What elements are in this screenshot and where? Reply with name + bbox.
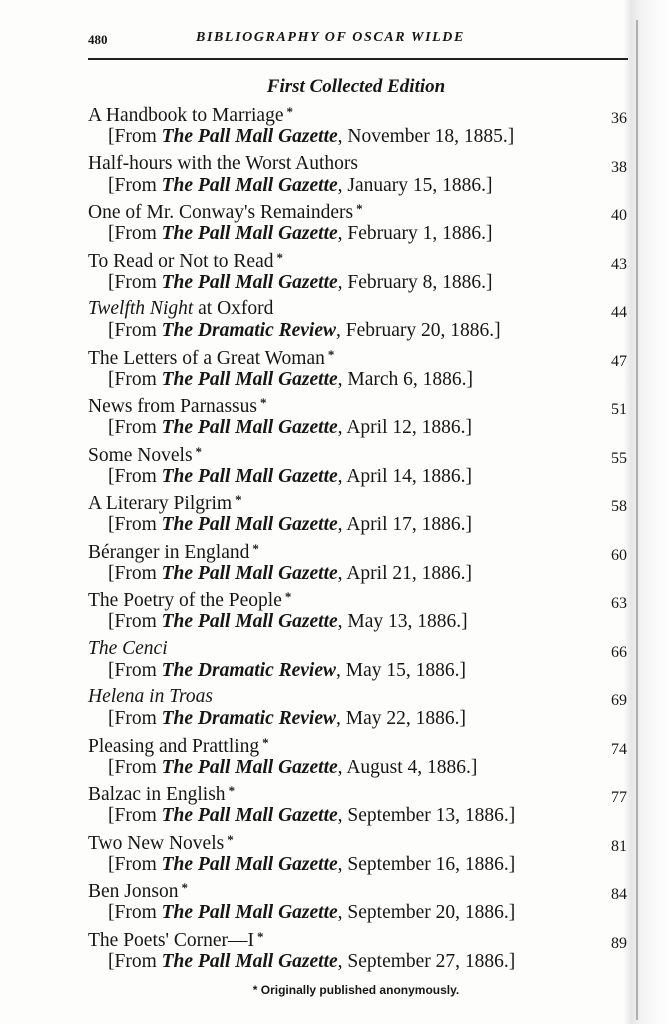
entry-source (108, 757, 477, 779)
entry-title (88, 298, 273, 320)
periodical-name: The Pall Mall Gazette (161, 562, 338, 584)
source-open: [From (108, 465, 162, 487)
source-open: [From (108, 902, 162, 923)
periodical-name: The Pall Mall Gazette (161, 126, 338, 147)
entry-source (108, 514, 472, 536)
footnote: * Originally published anonymously. (252, 983, 460, 997)
anonymous-marker: * (195, 443, 203, 459)
periodical-name: The Pall Mall Gazette (161, 853, 338, 875)
entry-page-number: 66 (611, 643, 627, 661)
entry-title (88, 541, 259, 564)
list-item (88, 395, 633, 444)
header-rule (88, 58, 628, 60)
entry-page-number: 77 (611, 789, 627, 806)
publication-date: , September 16, 1886.] (337, 853, 516, 875)
anonymous-marker: * (286, 104, 293, 119)
list-item (88, 589, 633, 638)
anonymous-marker: * (181, 880, 188, 895)
entry-title-roman: at Oxford (193, 298, 274, 319)
entry-title (88, 201, 363, 224)
entry-title (88, 444, 202, 467)
list-item (88, 492, 633, 541)
periodical-name: The Pall Mall Gazette (161, 417, 338, 438)
list-item (88, 541, 633, 590)
source-open: [From (108, 174, 162, 196)
entry-source (108, 951, 515, 973)
list-item (88, 735, 633, 784)
anonymous-marker: * (256, 928, 264, 944)
periodical-name: The Pall Mall Gazette (161, 611, 338, 632)
section-title: First Collected Edition (266, 76, 446, 97)
entry-page-number: 40 (611, 207, 627, 224)
entry-title (88, 783, 235, 806)
list-item (88, 347, 633, 396)
entry-title (88, 589, 291, 612)
anonymous-marker: * (259, 395, 267, 410)
entry-title-text: The Cenci (88, 637, 168, 659)
entry-title-text: News from Parnassus (88, 396, 257, 417)
entry-source (108, 320, 501, 342)
source-open: [From (108, 562, 162, 584)
publication-date: , November 18, 1885.] (337, 126, 515, 147)
periodical-name: The Pall Mall Gazette (161, 465, 338, 487)
entry-page-number: 60 (611, 546, 627, 564)
source-open: [From (108, 659, 162, 681)
publication-date: , March 6, 1886.] (337, 368, 474, 390)
source-open: [From (108, 708, 162, 729)
entry-title (88, 686, 213, 708)
publication-date: , May 13, 1886.] (337, 611, 468, 632)
anonymous-marker: * (284, 589, 292, 604)
list-item (88, 298, 633, 347)
publication-date: , September 20, 1886.] (337, 902, 516, 923)
anonymous-marker: * (262, 734, 269, 750)
entry-list (88, 104, 633, 977)
source-open: [From (108, 417, 162, 438)
entry-title-text: Some Novels (88, 444, 193, 466)
entry-page-number: 47 (611, 352, 627, 370)
publication-date: , April 14, 1886.] (337, 465, 472, 487)
publication-date: , April 12, 1886.] (337, 417, 472, 438)
entry-title (88, 929, 263, 952)
running-header (88, 30, 628, 54)
entry-title-text: A Handbook to Marriage (88, 105, 284, 126)
entry-title-italic: Twelfth Night (88, 298, 194, 319)
entry-page-number: 63 (611, 595, 627, 612)
list-item (88, 880, 633, 929)
periodical-name: The Pall Mall Gazette (161, 223, 338, 244)
list-item (88, 250, 633, 299)
list-item (88, 929, 633, 978)
list-item (88, 832, 633, 881)
entry-source (108, 175, 493, 197)
list-item (88, 201, 633, 250)
entry-title-text: One of Mr. Conway's Remainders (88, 202, 354, 223)
anonymous-marker: * (276, 249, 283, 265)
entry-title (88, 638, 168, 660)
publication-date: , April 21, 1886.] (337, 562, 472, 584)
source-open: [From (108, 950, 162, 972)
periodical-name: The Dramatic Review (161, 708, 337, 729)
source-open: [From (108, 611, 162, 632)
publication-date: , May 22, 1886.] (336, 708, 467, 729)
entry-title (88, 153, 358, 175)
entry-source (108, 223, 493, 245)
list-item (88, 638, 633, 687)
entry-page-number: 69 (611, 692, 627, 709)
periodical-name: The Pall Mall Gazette (161, 271, 338, 293)
list-item (88, 444, 633, 493)
source-open: [From (108, 368, 162, 390)
entry-page-number: 51 (611, 401, 627, 418)
periodical-name: The Dramatic Review (161, 659, 337, 681)
periodical-name: The Pall Mall Gazette (161, 805, 338, 826)
list-item (88, 153, 633, 202)
entry-title (88, 492, 242, 515)
entry-page-number: 74 (611, 740, 627, 758)
anonymous-marker: * (235, 492, 242, 507)
entry-page-number: 84 (611, 886, 627, 903)
entry-title (88, 395, 266, 418)
entry-source (108, 708, 466, 730)
periodical-name: The Pall Mall Gazette (161, 902, 338, 923)
periodical-name: The Pall Mall Gazette (161, 950, 338, 972)
entry-page-number: 81 (611, 837, 627, 855)
entry-page-number: 44 (611, 304, 627, 321)
entry-title-text: To Read or Not to Read (88, 250, 274, 272)
entry-title (88, 832, 234, 855)
entry-source (108, 417, 472, 439)
periodical-name: The Pall Mall Gazette (161, 174, 338, 196)
entry-source (108, 805, 515, 827)
publication-date: , August 4, 1886.] (337, 756, 478, 778)
entry-source (108, 126, 514, 148)
entry-title (88, 250, 283, 273)
periodical-name: The Pall Mall Gazette (161, 368, 338, 390)
entry-title-text: Pleasing and Prattling (88, 735, 260, 757)
entry-page-number: 43 (611, 255, 627, 273)
periodical-name: The Dramatic Review (161, 320, 337, 341)
list-item (88, 104, 633, 153)
publication-date: , May 15, 1886.] (336, 659, 467, 681)
entry-page-number: 89 (611, 934, 627, 952)
entry-source (108, 272, 493, 294)
anonymous-marker: * (227, 831, 234, 847)
entry-title-text: Béranger in England (88, 541, 250, 563)
entry-title (88, 104, 293, 127)
entry-title (88, 880, 188, 903)
anonymous-marker: * (252, 540, 259, 556)
source-open: [From (108, 320, 162, 341)
entry-title-text: Ben Jonson (88, 881, 179, 902)
source-open: [From (108, 805, 162, 826)
publication-date: , February 20, 1886.] (336, 320, 501, 341)
entry-source (108, 466, 472, 488)
entry-page-number: 36 (611, 110, 627, 127)
source-open: [From (108, 514, 162, 535)
source-open: [From (108, 271, 162, 293)
entry-source (108, 854, 515, 876)
entry-title-text: Balzac in English (88, 784, 226, 805)
entry-title-text: The Letters of a Great Woman (88, 347, 325, 369)
entry-page-number: 55 (611, 449, 627, 467)
entry-source (108, 611, 468, 633)
entry-source (108, 369, 473, 391)
page-number: 480 (88, 32, 108, 47)
anonymous-marker: * (228, 783, 236, 798)
entry-source (108, 660, 466, 682)
anonymous-marker: * (356, 201, 363, 216)
publication-date: , September 27, 1886.] (337, 950, 516, 972)
running-title: BIBLIOGRAPHY OF OSCAR WILDE (196, 30, 465, 45)
entry-source (108, 563, 472, 585)
periodical-name: The Pall Mall Gazette (161, 514, 338, 535)
entry-title (88, 735, 269, 758)
periodical-name: The Pall Mall Gazette (161, 756, 338, 778)
publication-date: , September 13, 1886.] (337, 805, 516, 826)
scan-edge-rule (636, 20, 638, 1020)
list-item (88, 686, 633, 735)
anonymous-marker: * (327, 346, 335, 362)
source-open: [From (108, 756, 162, 778)
entry-source (108, 902, 515, 924)
entry-title-text: A Literary Pilgrim (88, 493, 233, 514)
publication-date: , February 8, 1886.] (337, 271, 493, 293)
entry-title-text: The Poetry of the People (88, 590, 282, 611)
source-open: [From (108, 126, 162, 147)
list-item (88, 783, 633, 832)
entry-title-text: Half-hours with the Worst Authors (88, 152, 358, 174)
publication-date: , January 15, 1886.] (337, 174, 493, 196)
source-open: [From (108, 853, 162, 875)
entry-page-number: 58 (611, 498, 627, 515)
entry-title-text: The Poets' Corner—I (88, 929, 254, 951)
publication-date: , February 1, 1886.] (337, 223, 493, 244)
source-open: [From (108, 223, 162, 244)
publication-date: , April 17, 1886.] (337, 514, 472, 535)
entry-title-text: Helena in Troas (88, 686, 213, 707)
entry-title (88, 347, 334, 370)
entry-page-number: 38 (611, 158, 627, 176)
entry-title-text: Two New Novels (88, 832, 225, 854)
